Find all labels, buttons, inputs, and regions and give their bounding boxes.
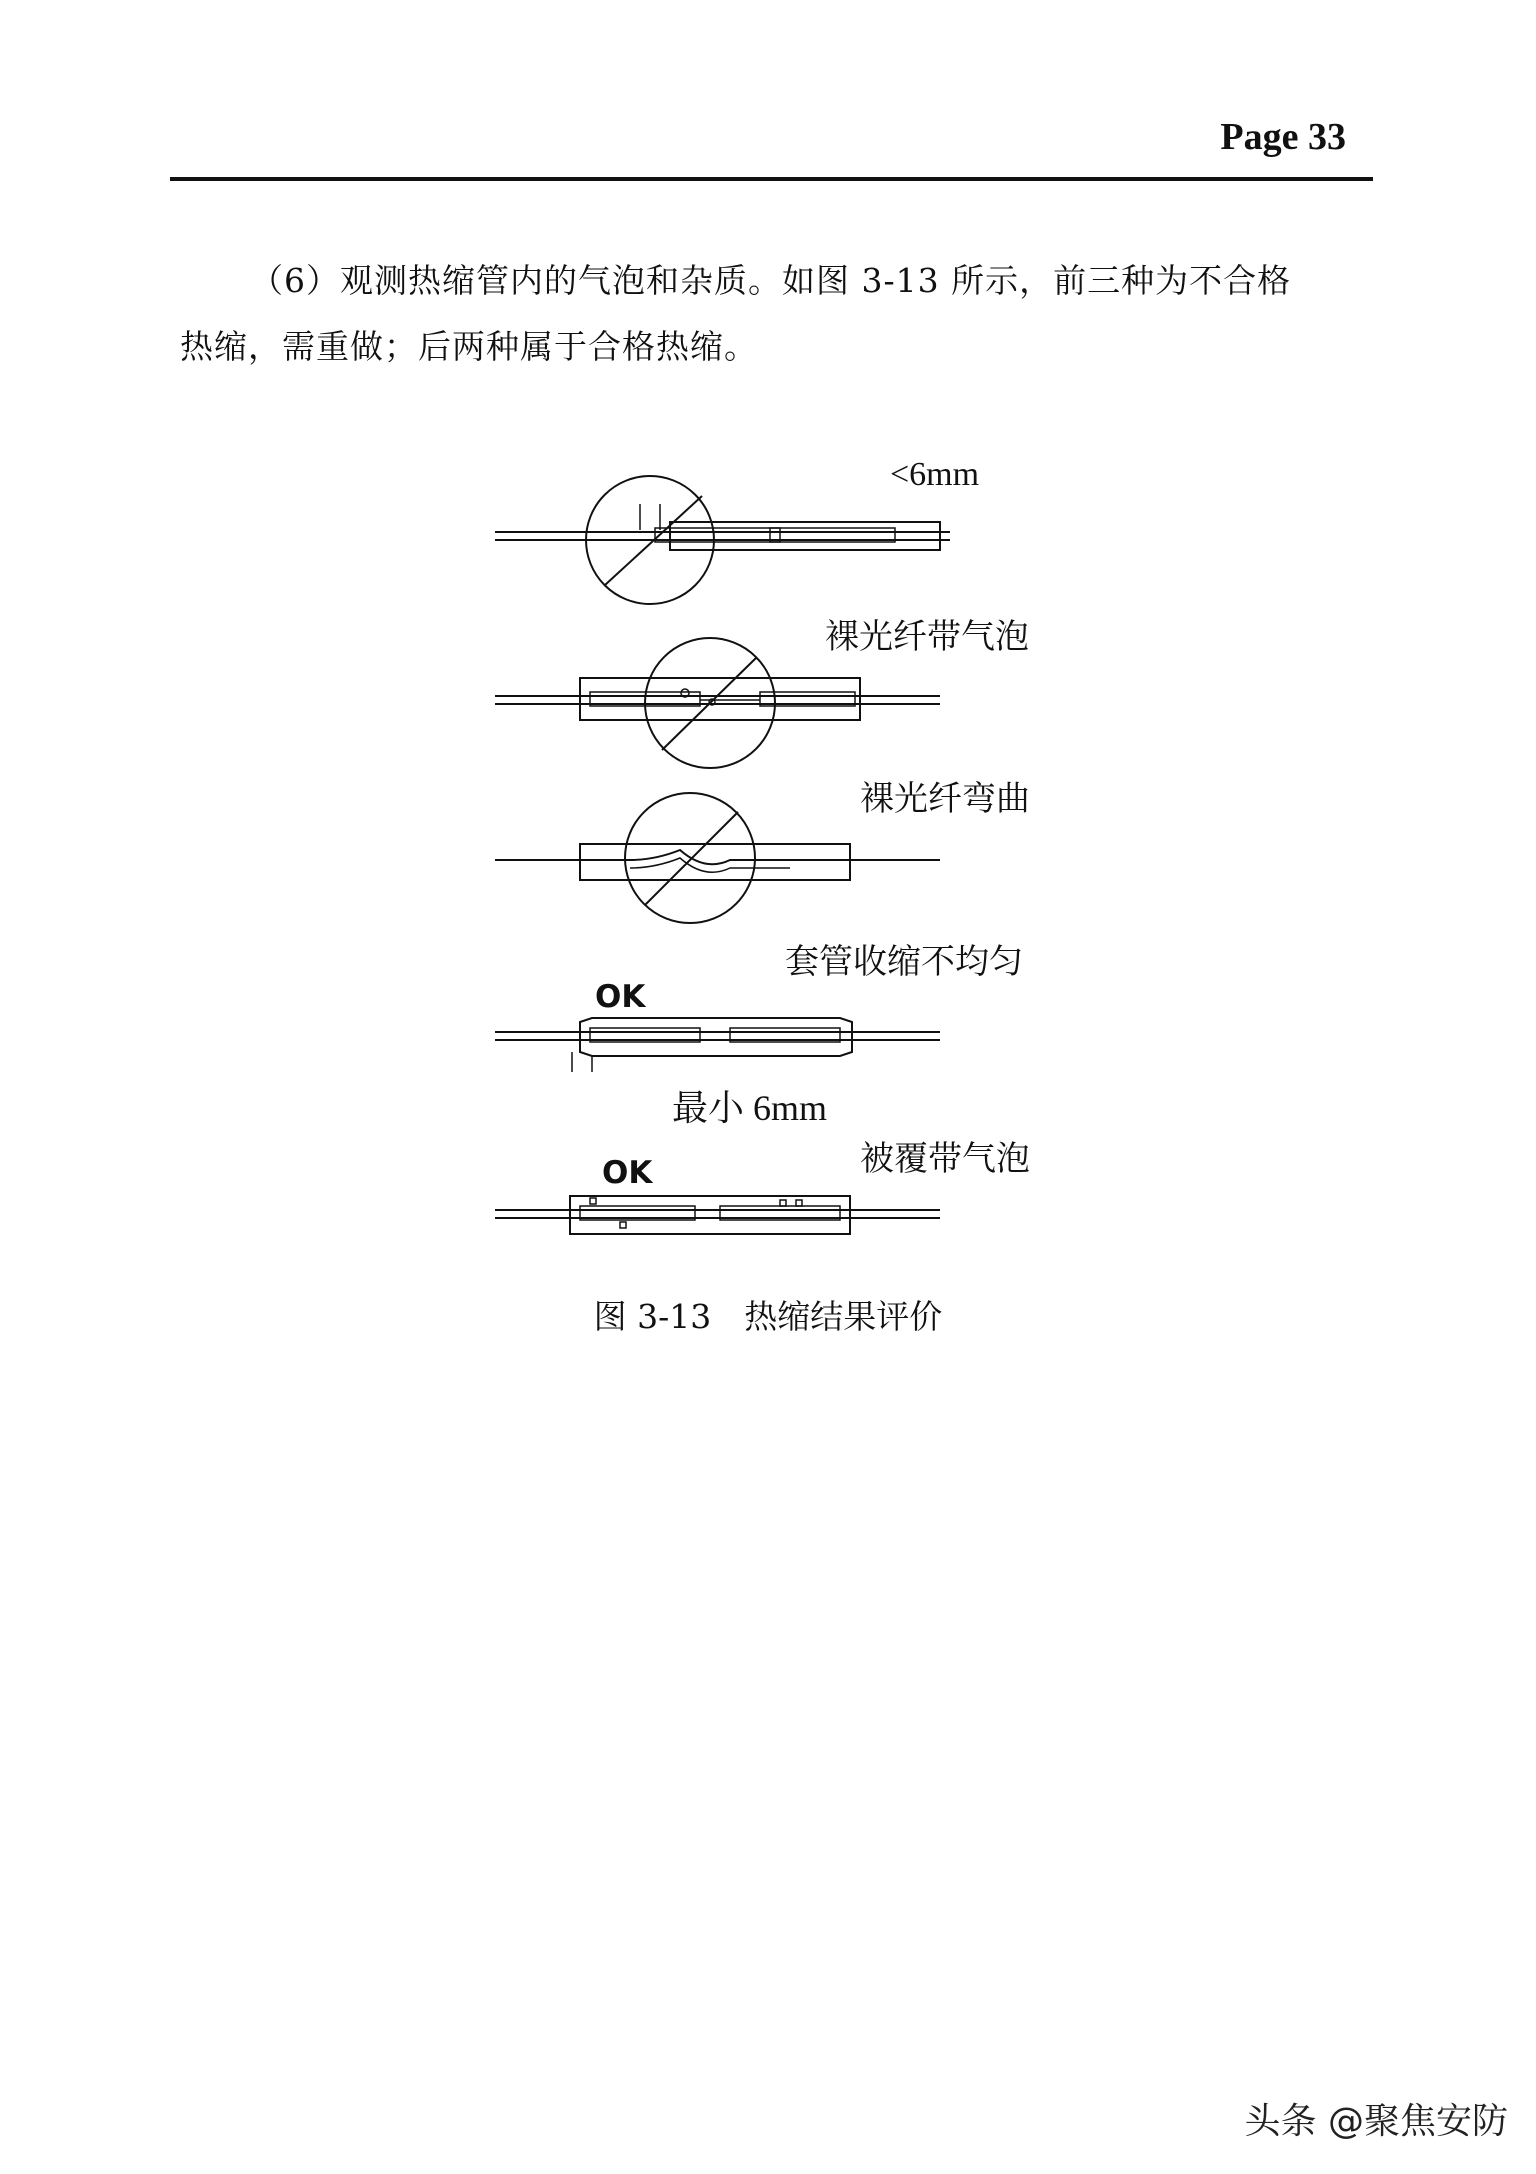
label-bare-fiber-bubble: 裸光纤带气泡 [825, 617, 1029, 657]
label-bare-fiber-bent: 裸光纤弯曲 [860, 779, 1030, 819]
paragraph-line-2: 热缩，需重做；后两种属于合格热缩。 [180, 327, 758, 366]
diagram-coating-bubble-ok [495, 1196, 940, 1234]
ok-badge-uneven-shrink: OK [595, 979, 646, 1015]
figure-caption: 图 3-13 热缩结果评价 [593, 1297, 943, 1336]
ok-badge-coating-bubble: OK [602, 1155, 653, 1191]
page-number: Page 33 [1220, 116, 1346, 158]
header-rule [170, 177, 1373, 181]
diagram-uneven-shrink-ok [495, 1018, 940, 1072]
watermark: 头条 @聚焦安防 [1244, 2101, 1508, 2142]
label-uneven-shrink: 套管收缩不均匀 [785, 942, 1023, 982]
label-coating-bubble: 被覆带气泡 [860, 1139, 1030, 1179]
min-overlap-note: 最小 6mm [672, 1088, 828, 1128]
body-paragraph [180, 248, 1370, 380]
heat-shrink-diagram [480, 440, 1070, 1260]
heat-shrink-figure [480, 440, 1070, 1260]
paragraph-line-1: （6）观测热缩管内的气泡和杂质。如图 3-13 所示，前三种为不合格 [250, 261, 1292, 300]
label-short-overlap: <6mm [890, 456, 980, 493]
diagram-short-overlap [495, 476, 950, 604]
diagram-bare-fiber-bubble [495, 638, 940, 768]
